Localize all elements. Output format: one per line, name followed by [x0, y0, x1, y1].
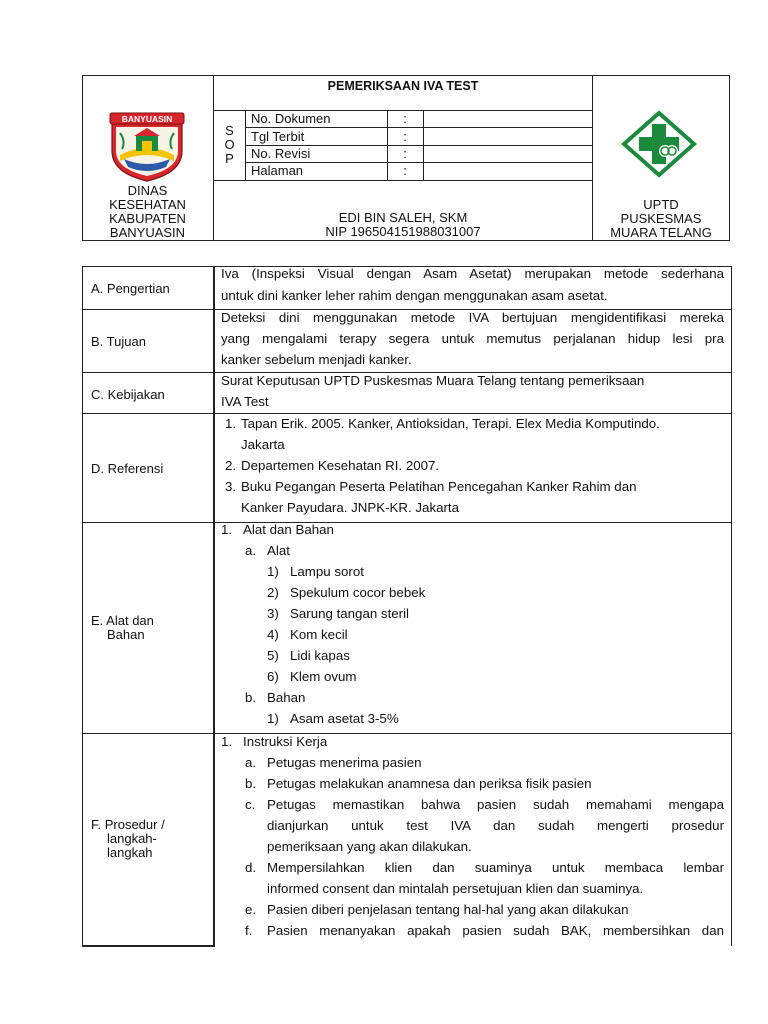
banyuasin-crest-icon [106, 111, 188, 183]
section-line: Deteksi dini menggunakan metode IVA bertujuan mengidentifikasi mereka [221, 310, 724, 325]
section-label: F. Prosedur / [91, 817, 165, 832]
bahan-heading: Bahan [267, 690, 306, 705]
section-label: A. Pengertian [91, 281, 170, 296]
subsection-title: Alat dan Bahan [243, 522, 334, 537]
section-line: Iva (Inspeksi Visual dengan Asam Asetat) merupakan metode sederhana [221, 266, 724, 281]
section-label: B. Tujuan [91, 334, 146, 349]
field-separator: : [403, 146, 407, 161]
alat-heading: Alat [267, 543, 290, 558]
section-line: IVA Test [221, 394, 269, 409]
signer-nip: NIP 196504151988031007 [325, 224, 481, 239]
section-label: langkah [107, 845, 153, 860]
document-title: PEMERIKSAAN IVA TEST [327, 79, 479, 93]
field-label: Halaman [251, 163, 304, 178]
field-label: No. Dokumen [251, 111, 331, 126]
section-line: Surat Keputusan UPTD Puskesmas Muara Telang tentang pemeriksaan [221, 373, 645, 388]
section-label: langkah- [107, 831, 157, 846]
puskesmas-logo-icon [621, 110, 697, 178]
section-label: C. Kebijakan [91, 387, 165, 402]
section-line: yang mengalami terapy segera untuk memutus perjalanan hidup lesi pra [221, 331, 724, 346]
field-separator: : [403, 163, 407, 178]
section-line: untuk dini kanker leher rahim dengan menggunakan asam asetat. [221, 288, 608, 303]
section-label: Bahan [107, 627, 145, 642]
signer-name: EDI BIN SALEH, SKM [338, 210, 468, 225]
section-line: kanker sebelum menjadi kanker. [221, 352, 412, 367]
field-separator: : [403, 111, 407, 126]
section-label: E. Alat dan [91, 613, 154, 628]
subsection-title: Instruksi Kerja [243, 734, 328, 749]
field-label: No. Revisi [251, 146, 311, 161]
field-label: Tgl Terbit [251, 129, 305, 144]
crest-banner-text: BANYUASIN [121, 114, 173, 124]
field-separator: : [403, 129, 407, 144]
section-label: D. Referensi [91, 461, 164, 476]
